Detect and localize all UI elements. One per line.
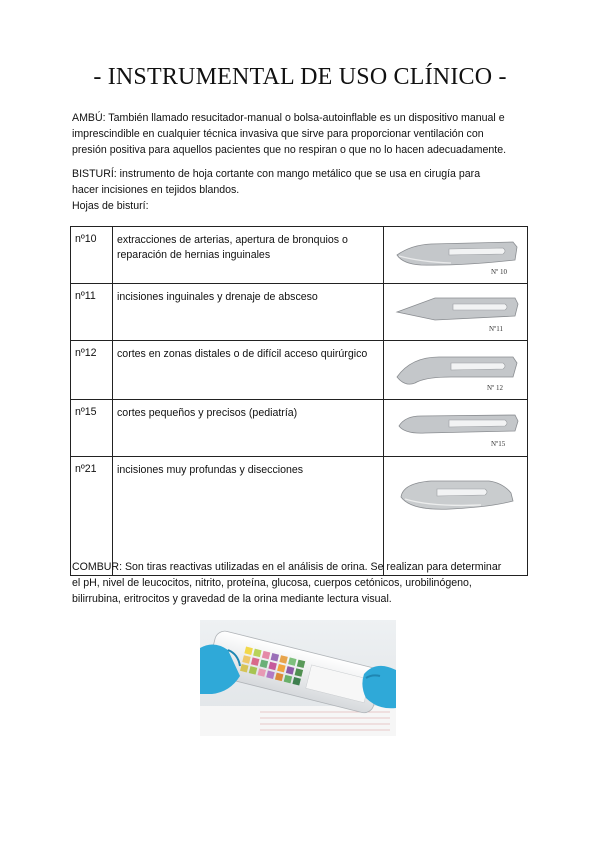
- blade-11-image: [384, 284, 528, 341]
- combur-paragraph: [72, 559, 534, 607]
- table-row: [71, 227, 528, 284]
- blade-description: incisiones inguinales y drenaje de absceso: [113, 284, 384, 341]
- combur-line: bilirrubina, eritrocitos y gravedad de la orina mediante lectura visual.: [72, 593, 392, 605]
- scalpel-blade-10-icon: [391, 233, 521, 277]
- blade-number: nº12: [71, 341, 113, 400]
- scalpel-blade-15-icon: [391, 406, 521, 450]
- blade-label: Nº11: [488, 325, 503, 333]
- blade-15-image: [384, 400, 528, 457]
- table-row: [71, 457, 528, 576]
- blade-description: cortes pequeños y precisos (pediatría): [113, 400, 384, 457]
- blade-label: Nº 10: [490, 268, 507, 276]
- blade-label: Nº 12: [486, 384, 503, 392]
- blade-12-image: [384, 341, 528, 400]
- blade-number: nº11: [71, 284, 113, 341]
- combur-line: el pH, nivel de leucocitos, nitrito, proteína, glucosa, cuerpos cetónicos, urobilinógeno,: [72, 577, 472, 589]
- combur-photo: [200, 620, 396, 736]
- blade-number: nº21: [71, 457, 113, 576]
- blade-description: cortes en zonas distales o de difícil acceso quirúrgico: [113, 341, 384, 400]
- scalpel-blade-21-icon: [391, 463, 521, 523]
- table-row: [71, 284, 528, 341]
- table-row: [71, 341, 528, 400]
- blade-description: incisiones muy profundas y disecciones: [113, 457, 384, 576]
- bisturi-line: hacer incisiones en tejidos blandos.: [72, 184, 240, 196]
- bisturi-paragraph: [72, 166, 534, 214]
- scalpel-blade-12-icon: [391, 347, 521, 393]
- table-row: [71, 400, 528, 457]
- blade-10-image: [384, 227, 528, 284]
- blade-number: nº15: [71, 400, 113, 457]
- blade-label: Nº15: [490, 440, 505, 448]
- scalpel-blade-11-icon: [391, 290, 521, 334]
- blade-number: nº10: [71, 227, 113, 284]
- blades-table: [70, 226, 528, 576]
- blade-21-image: [384, 457, 528, 576]
- blades-heading: Hojas de bisturí:: [72, 200, 149, 212]
- ambu-line: imprescindible en cualquier técnica invasiva que sirve para proporcionar ventilación con: [72, 128, 484, 140]
- page-title: - INSTRUMENTAL DE USO CLÍNICO -: [93, 64, 507, 90]
- ambu-line: presión positiva para aquellos pacientes que no respiran o que no lo hacen adecuadamente.: [72, 144, 507, 156]
- ambu-line: AMBÚ: También llamado resucitador-manual o bolsa-autoinflable es un dispositivo manual e: [72, 112, 505, 124]
- ambu-paragraph: [72, 110, 534, 158]
- combur-line: COMBUR: Son tiras reactivas utilizadas en el análisis de orina. Se realizan para determinar: [72, 561, 502, 573]
- blade-description: extracciones de arterias, apertura de bronquios o reparación de hernias inguinales: [113, 227, 384, 284]
- urine-test-strips-image: [200, 620, 396, 736]
- bisturi-line: BISTURÍ: instrumento de hoja cortante con mango metálico que se usa en cirugía para: [72, 168, 481, 180]
